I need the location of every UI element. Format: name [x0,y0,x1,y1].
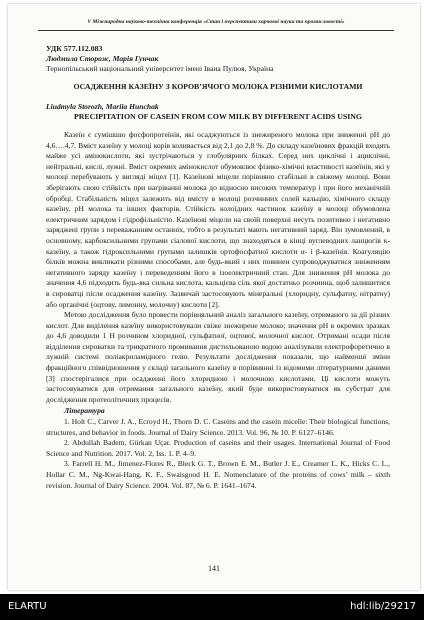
page-number: 141 [208,564,220,573]
authors-en: Liudmyla Storozh, Mariia Hunchak [46,102,159,111]
affiliation-ua: Тернопільський національний університет імені Івана Пулюя, Україна [46,64,274,73]
document-page [8,4,420,590]
reference-item-1: 1. Holt C., Carver J. A., Ecroyd H., Thorn D. C. Caseins and the casein micelle: Their biological functions, structures, and behavior in foods. Journal of Dairy Science. 2013. Vol. 96, № 10. P. 6127–6146. [46,417,390,437]
article-content [46,44,390,491]
reference-item-2: 2. Abdullah Badem, Gürkan Uçar. Production of caseins and their usages. International Journal of Food Science and Nutrition. 2017. Vol. 2, Iss. 1. P. 4–9. [46,438,390,458]
authors-ua: Людмила Сторож, Марія Гунчак [46,54,159,63]
title-en: PRECIPITATION OF CASEIN FROM COW MILK BY DIFFERENT ACIDS USING [73,112,362,121]
body-paragraph-2: Метою дослідження було провести порівняльний аналіз загального казеїну, отриманого за дії різних кислот. Для виділення казеїну використовували свіже знежирене молоко; значення рН в окремих зразках до 4,6 доводили 1 Н розчином хлоридної, сульфатної, оцтової, молочної кислот. Отримані осади після відділення сироватки та трикратного промивання дистильованою водою аналізували електрофоретично в лужній системі поліакриламідного гелю. Результати дослідження показали, що найменші зміни фракційного співвідношення у складі загального казеїну в порівнянні із відомими літературними даними [3] спостерігалися при осадженні його хлоридною і молочною кислотами. Ці кислоти можуть застосовуватися для отримання загального казеїну, який буде використовуватися як субстрат для дослідження протеолітичних процесів. [46,310,390,404]
body-paragraph-1: Казеїн є сумішшю фосфопротеїнів, які осаджуються із знежиреного молока при зниженні рН до 4,6….4,7. Вміст казеїну у молоці корів коливається від 2,1 до 2,8 %. До складу казеїнових фракцій входять майже усі амінокислоти, які зустрічаються у глобулярних білках. Серед них циклічні і ациклічні, нейтральні, кислі, лужні. Вміст окремих амінокислот обумовлює фізико-хімічні властивості казеїнів, які у молоці перебувають у вигляді міцел [1]. Казеїнові міцели порівняно стабільні в свіжому молоці. Вони зберігають свою стійкість при нагріванні молока до відносно високих температур і при його механічній обробці. Стабільність міцел залежить від вмісту в молоці розчинних солей кальцію, хімічного складу казеїну, рН молока та інших факторів. Стійкість колоїдних частинок казеїну в молоці обумовлена електричним зарядом і гідрофільністю. Казеїнові міцели на своїй поверхні несуть позитивно і негативно заряджені групи з переважанням останніх, тобто в результаті мають негативний заряд. Він зумовлений, в основному, карбоксильними групами сіалової кислоти, що знаходяться в кінці вуглеводних ланцюгів κ-казеїну, а також гідроксильними групами залишків ортофосфатної кислоти α- і β-казеїнів. Коагуляцію білків можна викликати різними способами, але будь-який з них повинен супроводжуватися зниженням негативного заряду казеїну і переведенням його в ізоелектричний стан. Для зниження рН молока до значення 4,6 підходить будь-яка сильна кислота, кальцієва сіль якої достатньо розчинна, щоб залишитися в сироватці після осадження казеїну. Зазвичай застосовують мінеральні (хлоридну, сульфатну, нітратну) або органічні (оцтову, лимонну, молочну) кислоти [2]. [46,130,390,309]
repository-name: ELARTU [8,601,47,612]
references-heading: Література [64,406,105,416]
title-ua: ОСАДЖЕННЯ КАЗЕЇНУ З КОРОВ’ЯЧОГО МОЛОКА РІЗНИМИ КИСЛОТАМИ [73,82,363,91]
running-header: V Міжнародна науково-технічна конференція «Стан і перспективи харчової науки та промисловості» [38,18,394,31]
repository-footer [0,594,424,620]
udc-code: УДК 577.112.083 [46,44,103,53]
reference-item-3: 3. Farrell H. M., Jimenez-Flores R., Bleck G. T., Brown E. M., Butler J. E., Creamer L. K., Hicks C. L., Hollar C. M., Ng-Kwai-Hang, K. F., Swaisgood H. E. Nomenclature of the proteins of cows’ milk – sixth revision. Journal of Dairy Science. 2004. Vol. 87, № 6. P. 1641–1674. [46,459,390,490]
handle-link[interactable]: hdl:lib/29217 [350,601,416,612]
